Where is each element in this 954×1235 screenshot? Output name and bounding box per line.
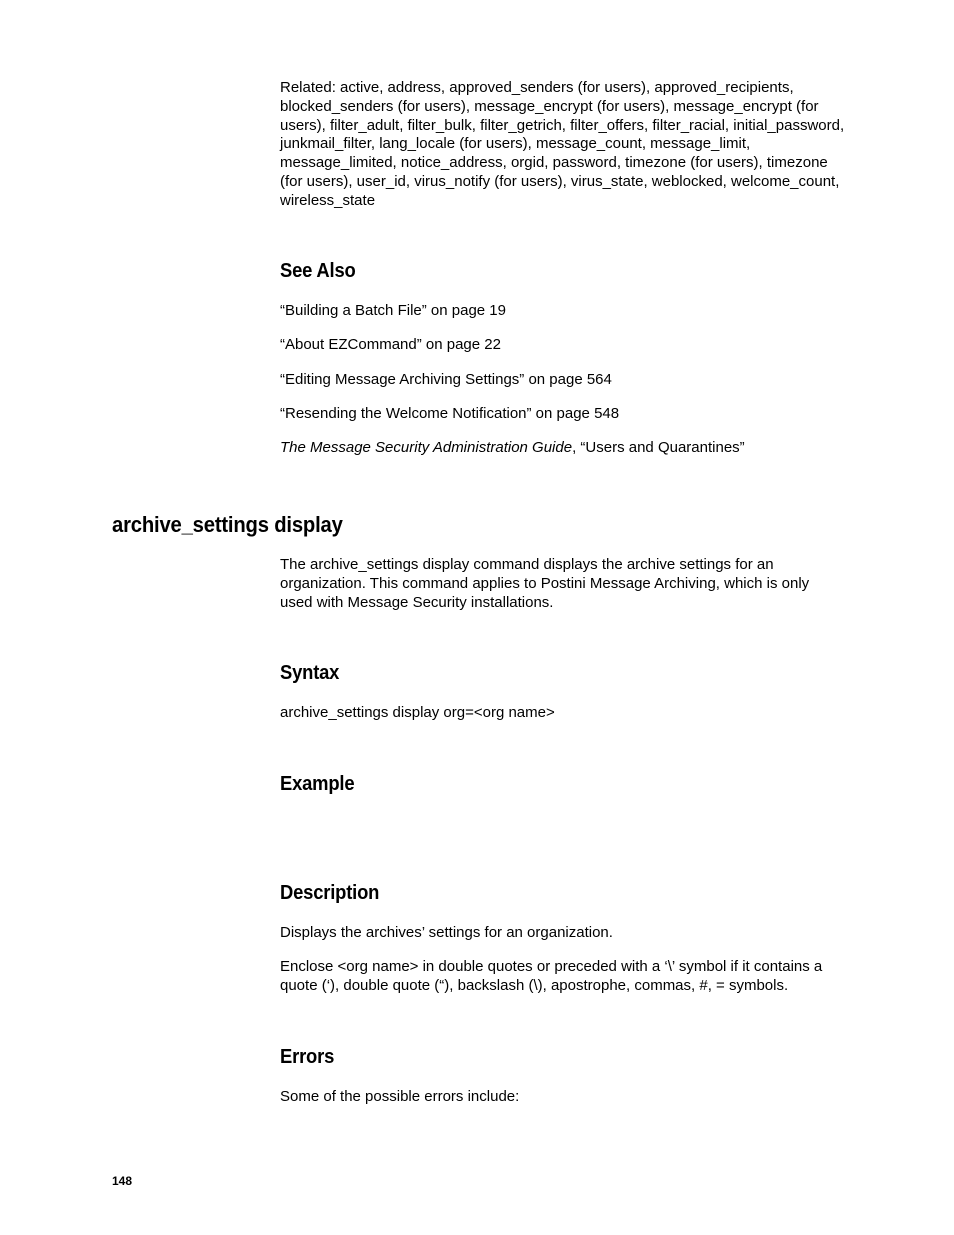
page-number: 148 xyxy=(112,1174,133,1188)
see-also-link-batch-file-text[interactable]: “Building a Batch File” on page 19 xyxy=(280,302,506,319)
see-also-link-about-ezcommand[interactable] xyxy=(280,336,501,353)
description-heading: Description xyxy=(280,882,380,904)
description-line-1: Displays the archives’ settings for an organization. xyxy=(280,924,613,941)
section-intro: The archive_settings display command displays the archive settings for an organization. This command applies to Postini Message Archiving, which is only used with Message Security installations. xyxy=(280,556,810,611)
see-also-link-welcome-notification[interactable] xyxy=(280,405,619,422)
see-also-link-welcome-notification-text[interactable]: “Resending the Welcome Notification” on page 548 xyxy=(280,405,620,422)
guide-title: The Message Security Administration Guide xyxy=(280,439,573,456)
description-line-2: Enclose <org name> in double quotes or preceded with a ‘\’ symbol if it contains a quote (‘), double quote (“), backslash (\), apostrophe, commas, #, = symbols. xyxy=(280,958,823,994)
guide-suffix: , “Users and Quarantines” xyxy=(572,439,745,456)
see-also-heading: See Also xyxy=(280,260,356,282)
section-title: archive_settings display xyxy=(112,512,343,537)
errors-heading: Errors xyxy=(280,1046,335,1068)
see-also-guide-reference xyxy=(280,439,745,456)
see-also-link-batch-file[interactable] xyxy=(280,302,506,319)
related-paragraph: Related: active, address, approved_senders (for users), approved_recipients, blocked_senders (for users), message_encrypt (for users), message_encrypt (for users), filter_adult, filter_bulk, filter_getrich, filter_offers, filter_racial, initial_password, junkmail_filter, lang_locale (for users), message_count, message_limit, message_limited, notice_address, orgid, password, timezone (for users), timezone (for users), user_id, virus_notify (for users), virus_state, weblocked, welcome_count, wireless_state xyxy=(280,79,845,209)
example-heading: Example xyxy=(280,773,355,795)
see-also-link-archiving-settings-text[interactable]: “Editing Message Archiving Settings” on page 564 xyxy=(280,371,612,388)
errors-text: Some of the possible errors include: xyxy=(280,1088,520,1105)
see-also-link-about-ezcommand-text[interactable]: “About EZCommand” on page 22 xyxy=(280,336,501,353)
syntax-text: archive_settings display org=<org name> xyxy=(280,704,555,721)
syntax-heading: Syntax xyxy=(280,662,340,684)
see-also-link-archiving-settings[interactable] xyxy=(280,371,612,388)
